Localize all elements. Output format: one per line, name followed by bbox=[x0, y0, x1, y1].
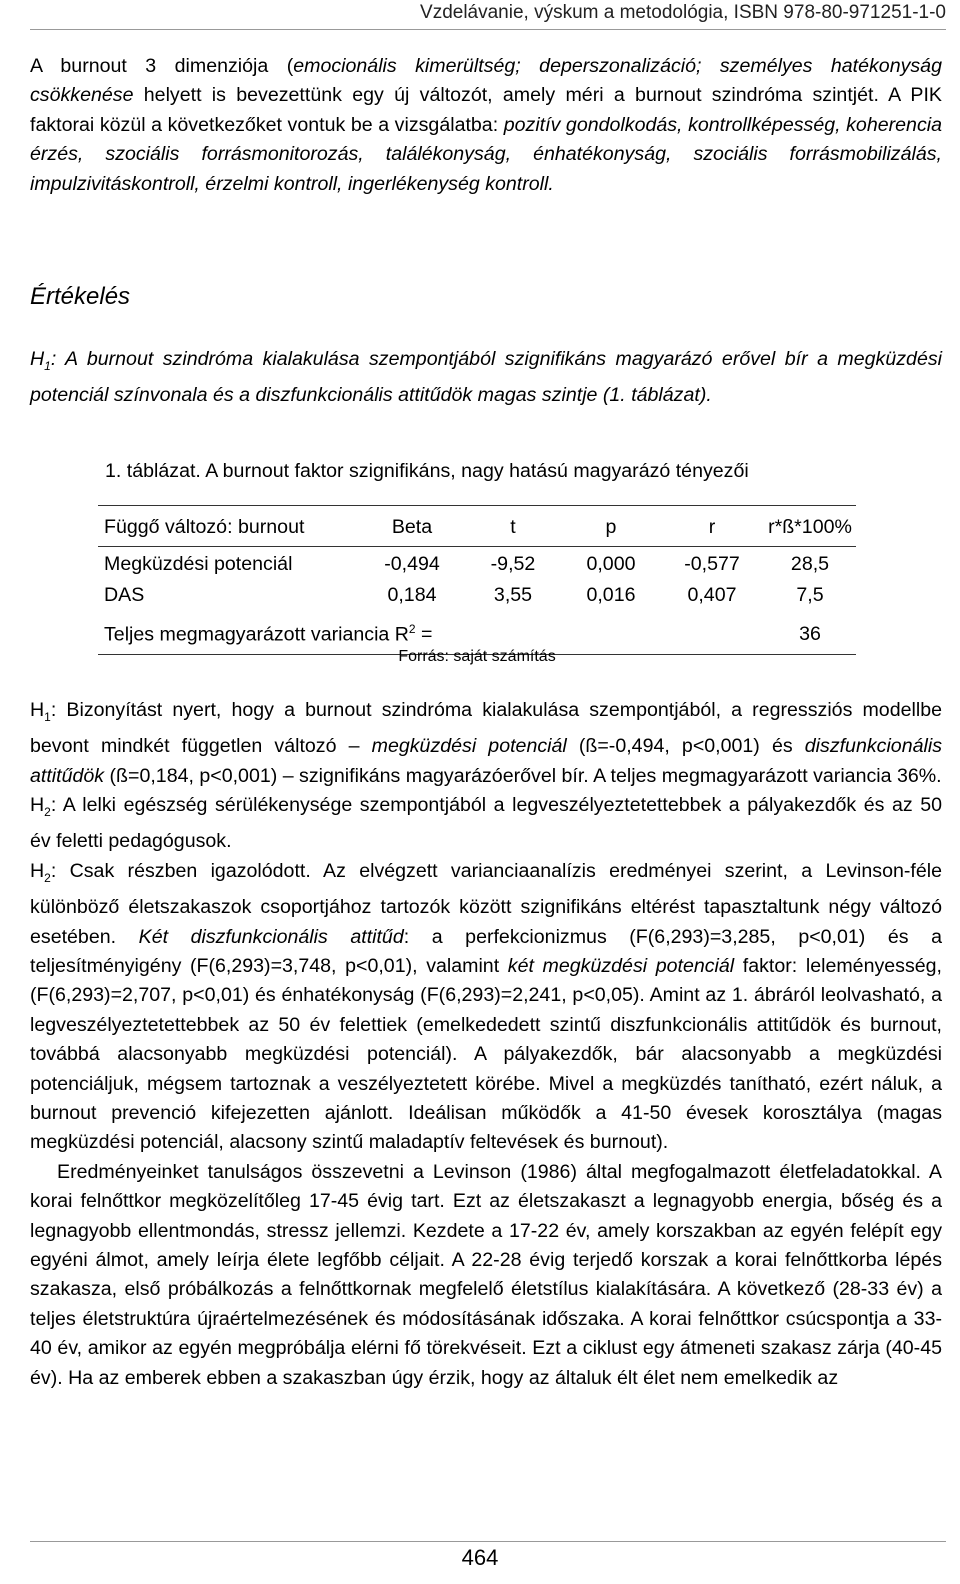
h1-result-b: (ß=-0,494, p<0,001) és bbox=[566, 735, 805, 758]
results-table bbox=[98, 505, 856, 665]
results-section bbox=[30, 696, 942, 1393]
h1-result-sub: 1 bbox=[44, 709, 51, 724]
hypothesis-1 bbox=[30, 345, 942, 411]
h2-result bbox=[30, 857, 942, 1158]
h1-result-i1: megküzdési potenciál bbox=[371, 735, 567, 758]
intro-s1-post: helyett is bevezettünk egy új változót, amely méri a burnout szindróma szintjét. A PIK faktorai közül a következőket vontuk be a vizsgálatba: bbox=[30, 84, 942, 136]
h1-sub: 1 bbox=[44, 358, 51, 373]
col-header: Beta bbox=[391, 516, 433, 538]
table-header-row bbox=[98, 512, 856, 543]
h2-text: : A lelki egészség sérülékenysége szempontjából a legveszélyeztetettebbek a pályakezdők és az 50 év feletti pedagógusok. bbox=[30, 794, 942, 853]
h2b-sub: 2 bbox=[44, 870, 51, 885]
h2b-c: faktor: leleményesség, (F(6,293)=2,707, p<0,01) és énhatékonyság (F(6,293)=2,241, p<0,05). Amint az 1. ábráról leolvasható, a legveszélyeztetettebbek az 50 év felettiek (emelkededett szintű diszfunkcionális attitűdök és burnout, továbbá alacsonyabb megküzdési potenciál). A pályakezdők, bár alacsonyabb a megküzdési potenciáljuk, mégsem tartoznak a veszélyeztetett körébe. Mivel a megküzdés tanítható, ezért náluk, a burnout prevenció kifejezetten ajánlott. Ideálisan működők a 41-50 évesek korosztálya (magas megküzdési potenciál, alacsony szintű maladaptív feltevések és burnout). bbox=[30, 954, 942, 1154]
h2b-i1: Két diszfunkcionális attitűd bbox=[138, 925, 404, 948]
h2-label: H bbox=[30, 794, 45, 817]
table-cell: 0,407 bbox=[687, 584, 737, 606]
table-cell: -9,52 bbox=[490, 553, 536, 575]
table-cell: -0,577 bbox=[684, 553, 740, 575]
header-divider bbox=[30, 29, 946, 30]
table-total-row bbox=[98, 611, 856, 650]
h2b-b: : a perfekcionizmus (F(6,293)=3,285, p<0,01) és a teljesítményigény (F(6,293)=3,748, p<0,01), valamint bbox=[30, 925, 943, 977]
col-header: t bbox=[510, 516, 516, 538]
table-row bbox=[98, 549, 856, 580]
total-label bbox=[98, 611, 764, 650]
page-number: 464 bbox=[461, 1545, 499, 1570]
intro-text bbox=[30, 52, 942, 199]
table-cell: -0,494 bbox=[384, 553, 440, 575]
hypothesis-1-text bbox=[30, 345, 942, 411]
total-label-eq: = bbox=[415, 623, 433, 646]
table-row bbox=[98, 580, 856, 611]
h1-result-i2: diszfunkcionális attitűdök bbox=[30, 735, 942, 787]
table-caption: 1. táblázat. A burnout faktor szignifikáns, nagy hatású magyarázó tényezői bbox=[105, 460, 749, 482]
table-cell: Megküzdési potenciál bbox=[104, 553, 293, 575]
levinson-paragraph: Eredményeinket tanulságos összevetni a Levinson (1986) által megfogalmazott életfeladatokkal. A korai felnőttkor megközelítőleg 17-45 évig tart. Ezt az életszakaszt a legnagyobb energia, bőség és a legnagyobb ellentmondás, stressz jellemzi. Kezdete a 17-22 év, amely korszakban az egyén felépít egy egyéni álmot, amely leírja élete legfőbb céljait. A 22-28 évig terjedő korszak a korai felnőttkorba lépés szakasza, első próbálkozás a felnőttkornak megfelelő életstílus kialakítására. A következő (28-33 év) a teljes életstruktúra újraértelmezésének és módosításának időszaka. A korai felnőttkor csúcspontja a 33-40 év, amikor az egyén megpróbálja elérni fő törekvéseit. Ezt a ciklust egy átmeneti szakasz zárja (40-45 év). Ha az emberek ebben a szakaszban úgy érzik, hogy az általuk élt élet nem emelkedik az bbox=[30, 1160, 942, 1389]
intro-s1-pre: A burnout 3 dimenziója ( bbox=[30, 55, 294, 77]
running-header: Vzdelávanie, výskum a metodológia, ISBN 978-80-971251-1-0 bbox=[420, 2, 946, 23]
table-top-rule bbox=[98, 505, 856, 506]
table-cell: 28,5 bbox=[790, 553, 830, 575]
h1-result-c: (ß=0,184, p<0,001) – szignifikáns magyarázóerővel bír. A teljes megmagyarázott variancia 36%. bbox=[104, 764, 942, 787]
col-header: r bbox=[708, 516, 716, 538]
intro-dimensions: emocionális kimerültség; deperszonalizáció; személyes hatékonyság csökkenése bbox=[30, 55, 942, 107]
table-cell: DAS bbox=[104, 584, 145, 606]
table-cell: 0,016 bbox=[586, 584, 636, 606]
total-label-sup: 2 bbox=[408, 622, 416, 637]
section-title: Értékelés bbox=[30, 283, 131, 310]
col-header: p bbox=[605, 516, 617, 538]
table-cell: 0,000 bbox=[586, 553, 636, 575]
footer-divider bbox=[30, 1541, 946, 1542]
h1-result-label: H bbox=[30, 699, 45, 721]
table-header-rule bbox=[98, 546, 856, 547]
total-value: 36 bbox=[799, 623, 821, 645]
h2-sub: 2 bbox=[44, 805, 51, 820]
table-source: Forrás: saját számítás bbox=[398, 648, 556, 665]
table-cell: 3,55 bbox=[493, 584, 533, 606]
table-cell: 0,184 bbox=[387, 584, 437, 606]
intro-pik-factors: pozitív gondolkodás, kontrollképesség, koherencia érzés, szociális forrásmonitorozás, találékonyság, énhatékonyság, szociális forrásmobilizálás, impulzivitáskontroll, érzelmi kontroll, ingerlékenység kontroll. bbox=[30, 113, 942, 195]
h2b-label: H bbox=[30, 859, 45, 882]
h2b-i2: két megküzdési potenciál bbox=[507, 954, 735, 977]
col-header: Függő változó: burnout bbox=[104, 516, 305, 538]
h1-result-a: : Bizonyítást nyert, hogy a burnout szindróma kialakulása szempontjából, a regressziós modellbe bevont mindkét független változó – bbox=[30, 699, 942, 758]
h2b-a: : Csak részben igazolódott. Az elvégzett varianciaanalízis eredményei szerint, a Levinson-féle különböző életszakaszok csoportjához tartozók között szignifikáns eltérést tapasztaltunk négy változó esetében. bbox=[30, 859, 942, 948]
h2-statement bbox=[30, 791, 942, 857]
h1-label: H bbox=[30, 348, 45, 370]
h1-result bbox=[30, 696, 942, 791]
table-cell: 7,5 bbox=[796, 584, 824, 606]
h1-text: : A burnout szindróma kialakulása szempontjából szignifikáns magyarázó erővel bír a megküzdési potenciál színvonala és a diszfunkcionális attitűdök magas szintje (1. táblázat). bbox=[30, 348, 942, 407]
total-label-text: Teljes megmagyarázott variancia R bbox=[104, 623, 409, 646]
intro-paragraph bbox=[30, 52, 942, 199]
col-header: r*ß*100% bbox=[768, 516, 852, 538]
